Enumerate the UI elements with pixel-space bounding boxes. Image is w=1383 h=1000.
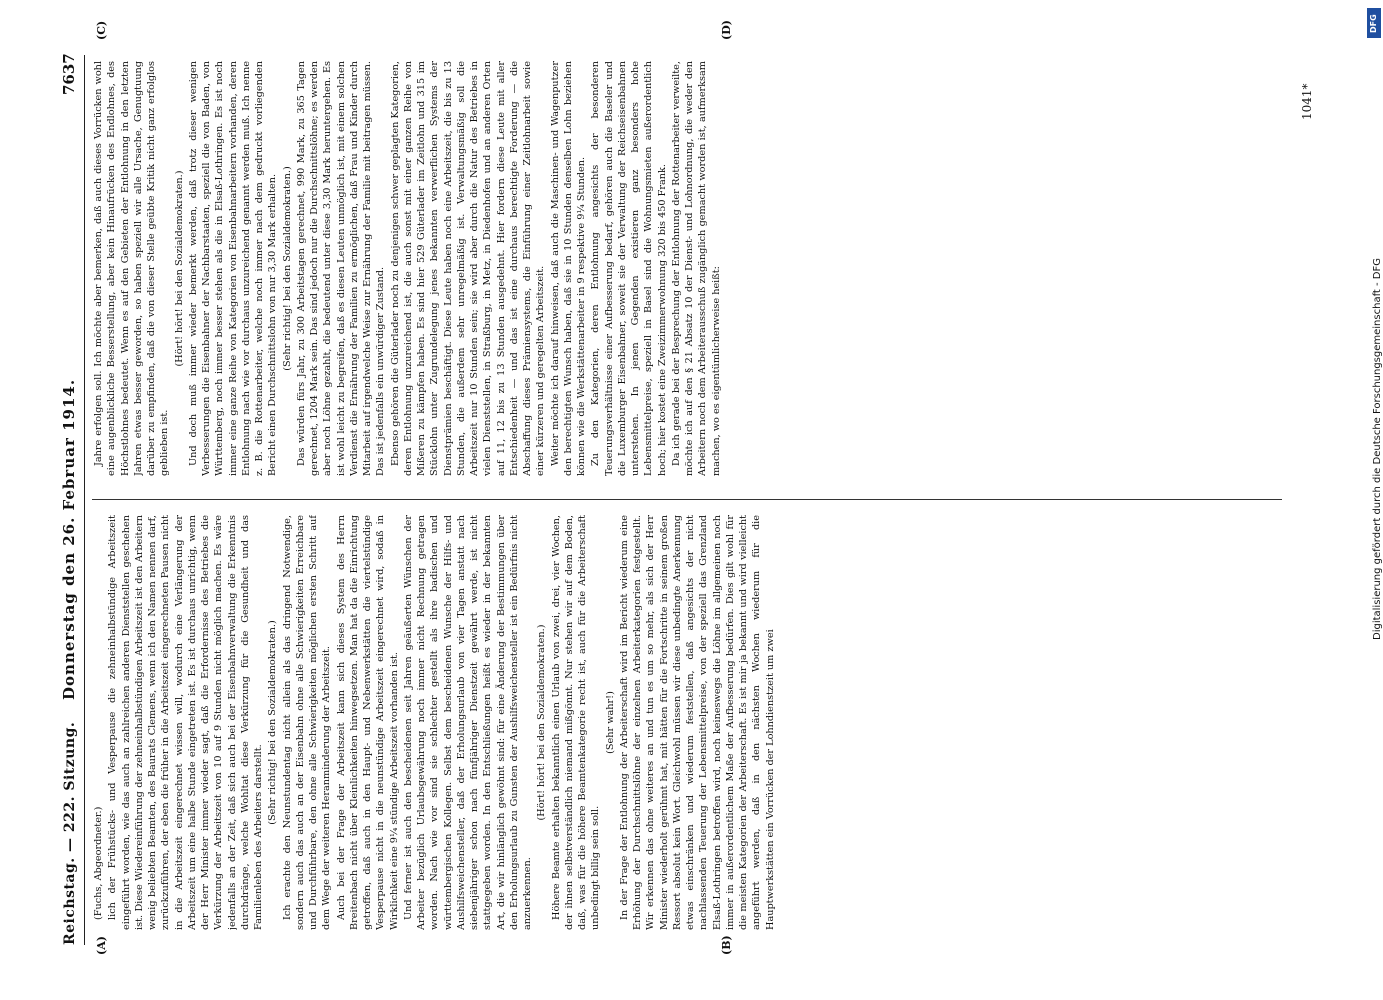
interjection: (Sehr richtig! bei den Sozialdemokraten.) <box>267 620 279 825</box>
paragraph: lich der Frühstücks- und Vesperpause die zehneinhalbstündige Arbeitszeit eingeführt worden, wie das auch an zahlreichen anderen Dienststellen geschehen ist. Diese Wiedereinführung der zehneinhalbstündigen Arbeitszeit ist den Arbeitern wenig beliebten Beamten, des Baurats Clemens, wenn ich den Namen nennen darf, zurückzuführen, der eben die früher in die Arbeitszeit eingerechneten Pausen nicht in die Arbeitszeit eingerechnet wissen will, wodurch eine Verlängerung der Arbeitszeit um eine halbe Stunde eingetreten ist. Es ist durchaus unrichtig, wenn der Herr Minister immer wieder sagt, daß die Erfordernisse des Betriebes die Verkürzung der Arbeitszeit von 10 auf 9 Stunden nicht möglich machen. Es wäre jedenfalls an der Zeit, daß sich auch bei der Eisenbahnverwaltung die Erkenntnis durchdränge, welche Wohltat diese Verkürzung für die Gesundheit und das Familienleben des Arbeiters darstellt. <box>107 515 264 930</box>
header-rule <box>84 55 85 945</box>
paragraph: Auch bei der Frage der Arbeitszeit kann sich dieses System des Herrn Breitenbach nicht über Kleinlichkeiten hinwegsetzen. Man hat da die Einrichtung getroffen, daß auch in den Haupt- und Nebenwerkstätten die viertelstündige Vesperpause nicht in die neunstündige Arbeitszeit eingerechnet wird, sodaß in Wirklichkeit eine 9¼ stündige Arbeitszeit vorhanden ist. <box>335 515 400 930</box>
column-divider <box>92 499 1282 500</box>
dfg-logo-text: DFG <box>1369 14 1378 33</box>
paragraph: Höhere Beamte erhalten bekanntlich einen Urlaub von zwei, drei, vier Wochen, der ihnen selbstverständlich niemand mißgönnt. Nur stehen wir auf dem Boden, daß, was für die höhere Beamtenkategorie recht ist, auch für die Arbeiterschaft unbedingt billig sein soll. <box>550 515 602 930</box>
margin-marker-c: (C) <box>95 20 108 40</box>
paragraph: Das würden fürs Jahr, zu 300 Arbeitstagen gerechnet, 990 Mark, zu 365 Tagen gerechnet, 1204 Mark sein. Das sind jedoch nur die Durchschnittslöhne; es werden aber noch Löhne gezahlt, die bedeutend unter diese 3,30 Mark heruntergehen. Es ist wohl leicht zu begreifen, daß es diesen Leuten unmöglich ist, mit einem solchen Verdienst die Ernährung der Familien zu ermöglichen, daß Frau und Kinder durch Mitarbeit auf irgendwelche Weise zur Ernährung der Familie mit beitragen müssen. Das ist jedenfalls ein unwürdiger Zustand. <box>295 61 387 476</box>
margin-marker-d: (D) <box>720 20 733 40</box>
dfg-logo <box>1367 8 1381 38</box>
footer-mark: 1041* <box>1300 83 1314 120</box>
right-column <box>92 61 1282 476</box>
paragraph: Zu den Kategorien, deren Entlohnung angesichts der besonderen Teuerungsverhältnisse einer Aufbesserung bedarf, gehören auch die Baseler und die Luxemburger Eisenbahner, soweit sie der Verwaltung der Reichseisenbahnen unterstehen. In jenen Gegenden existieren ganz besonders hohe Lebensmittelpreise, speziell in Basel sind die Wohnungsmieten außerordentlich hoch; hier kostet eine Zweizimmerwohnung 320 bis 450 Frank. <box>590 61 668 476</box>
interjection: (Sehr richtig! bei den Sozialdemokraten.) <box>281 166 293 371</box>
paragraph: Ebenso gehören die Güterlader noch zu denjenigen schwer geplagten Kategorien, deren Entlohnung unzureichend ist, die auch sonst mit einer ganzen Reihe von Mißeren zu kämpfen haben. Es sind hier 529 Güterlader im Zeitlohn und 315 im Stücklohn unter Zugrundelegung jenes bekannten verwerflichen Systems der Dienstprämien beschäftigt. Diese Leute haben noch eine Arbeitszeit, die bis zu 13 Stunden, die außerdem sehr unregelmäßig ist. Verwaltungsmäßig soll die Arbeitszeit nur 10 Stunden sein; sie wird aber durch die Natur des Betriebes in vielen Dienststellen, in Straßburg, in Metz, in Diedenhofen und an anderen Orten auf 11, 12 bis zu 13 Stunden ausgedehnt. Hier fordern diese Leute mit aller Entschiedenheit — und das ist eine durchaus berechtigte Forderung — die Abschaffung dieses Prämiensystems, die Einführung einer Zeitlohnarbeit sowie einer kürzeren und geregelten Arbeitszeit. <box>389 61 547 476</box>
header-left: Reichstag. — 222. Sitzung. <box>62 721 78 945</box>
interjection: (Hört! hört! bei den Sozialdemokraten.) <box>536 624 548 821</box>
margin-marker-a: (A) <box>95 936 108 955</box>
speaker-note: (Fuchs, Abgeordneter.) <box>93 806 104 920</box>
paragraph: Und doch muß immer wieder bemerkt werden, daß trotz dieser wenigen Verbesserungen die Eisenbahner der Nachbarstaaten, speziell die von Baden, von Württemberg, noch immer besser stehen als die in Elsaß-Lothringen. Es ist noch immer eine ganze Reihe von Kategorien von Eisenbahnarbeitern vorhanden, deren Entlohnung nach wie vor durchaus unzureichend genannt werden muß. Ich nenne z. B. die Rottenarbeiter, welche noch immer nach dem gedruckt vorliegenden Bericht einen Durchschnittslohn von nur 3,30 Mark erhalten. <box>187 61 279 476</box>
digitization-credit: Digitalisierung gefördert durch die Deutsche Forschungsgemeinschaft - DFG <box>1372 257 1383 640</box>
interjection: (Hört! hört! bei den Sozialdemokraten.) <box>173 170 185 367</box>
paragraph: Und ferner ist auch den bescheidenen seit Jahren geäußerten Wünschen der Arbeiter bezüglich Urlaubsgewährung noch immer nicht Rechnung getragen worden. Nach wie vor sind sie schlechter gestellt als ihre badischen und württembergischen Kollegen. Selbst dem bescheidenen Wunsche der Hilfs- und Aushilfsweichensteller, daß der Erholungsurlaub von vier Tagen anstatt nach siebenjähriger schon nach fünfjähriger Dienstzeit gewährt werde, ist nicht stattgegeben worden. In den Entschließungen heißt es wieder in der bekannten Art, die wir hinlänglich gewöhnt sind: für eine Änderung der Bestimmungen über den Erholungsurlaub zu Gunsten der Aushilfsweichensteller ist ein Bedürfnis nicht anzuerkennen. <box>402 515 533 930</box>
paragraph: Jahre erfolgen soll. Ich möchte aber bemerken, daß auch dieses Vorrücken wohl eine augenblickliche Besserstellung, aber kein Hinaufrücken des Endlohnes, des Höchstlohnes bedeutet. Wenn es auf den Gebieten der Entlohnung in den letzten Jahren etwas besser geworden, so haben speziell wir alle Ursache, Genugtuung darüber zu empfinden, daß die von dieser Stelle geübte Kritik nicht ganz erfolglos geblieben ist. <box>93 61 171 476</box>
header-date: Donnerstag den 26. Februar 1914. <box>60 378 78 700</box>
paragraph: Weiter möchte ich darauf hinweisen, daß auch die Maschinen- und Wagenputzer den berechtigten Wunsch haben, daß sie in 10 Stunden denselben Lohn beziehen können wie die Werkstättenarbeiter in 9 respektive 9¼ Stunden. <box>549 61 587 476</box>
paragraph: Da ich gerade bei der Besprechung der Entlohnung der Rottenarbeiter verweilte, möchte ich auf den § 21 Absatz 10 der Dienst- und Lohnordnung, die weder den Arbeitern noch dem Arbeiterausschuß zugänglich gemacht worden ist, aufmerksam machen, wo es eigentümlicherweise heißt: <box>670 61 722 476</box>
interjection: (Sehr wahr!) <box>604 691 616 754</box>
page-number: 7637 <box>60 53 78 95</box>
paragraph: Ich erachte den Neunstundentag nicht allein als das dringend Notwendige, sondern auch das auch an der Eisenbahn ohne alle Schwierigkeiten Erreichbare und Durchführbare, den ohne alle Schwierigkeiten möglichen ersten Schritt auf dem Wege der weiteren Heranminderung der Arbeitszeit. <box>281 515 333 930</box>
left-column <box>92 515 1282 930</box>
margin-marker-b: (B) <box>720 935 733 955</box>
paragraph: In der Frage der Entlohnung der Arbeiterschaft wird im Bericht wiederum eine Erhöhung der Durchschnittslöhne der einzelnen Arbeiterkategorien festgestellt. Wir erkennen das ohne weiteres an und tun es um so mehr, als sich der Herr Minister wiederholt gerühmt hat, mit hätten für die Fortschritte in seinem großen Ressort absolut kein Wort. Gleichwohl müssen wir diese unbedingte Anerkennung etwas einschränken und wiederum feststellen, daß angesichts der nicht nachlassenden Teuerung der Lebensmittelpreise, von der speziell das Grenzland Elsaß-Lothringen betroffen wird, noch keineswegs die Löhne im allgemeinen noch immer in außerordentlichem Maße der Aufbesserung bedürfen. Dies gilt wohl für die meisten Kategorien der Arbeiterschaft. Es ist mir ja bekannt und wird vielleicht angeführt werden, daß in den nächsten Wochen wiederum für die Hauptwerkstätten ein Vorrücken der Lohndienstzeit um zwei <box>618 515 776 930</box>
